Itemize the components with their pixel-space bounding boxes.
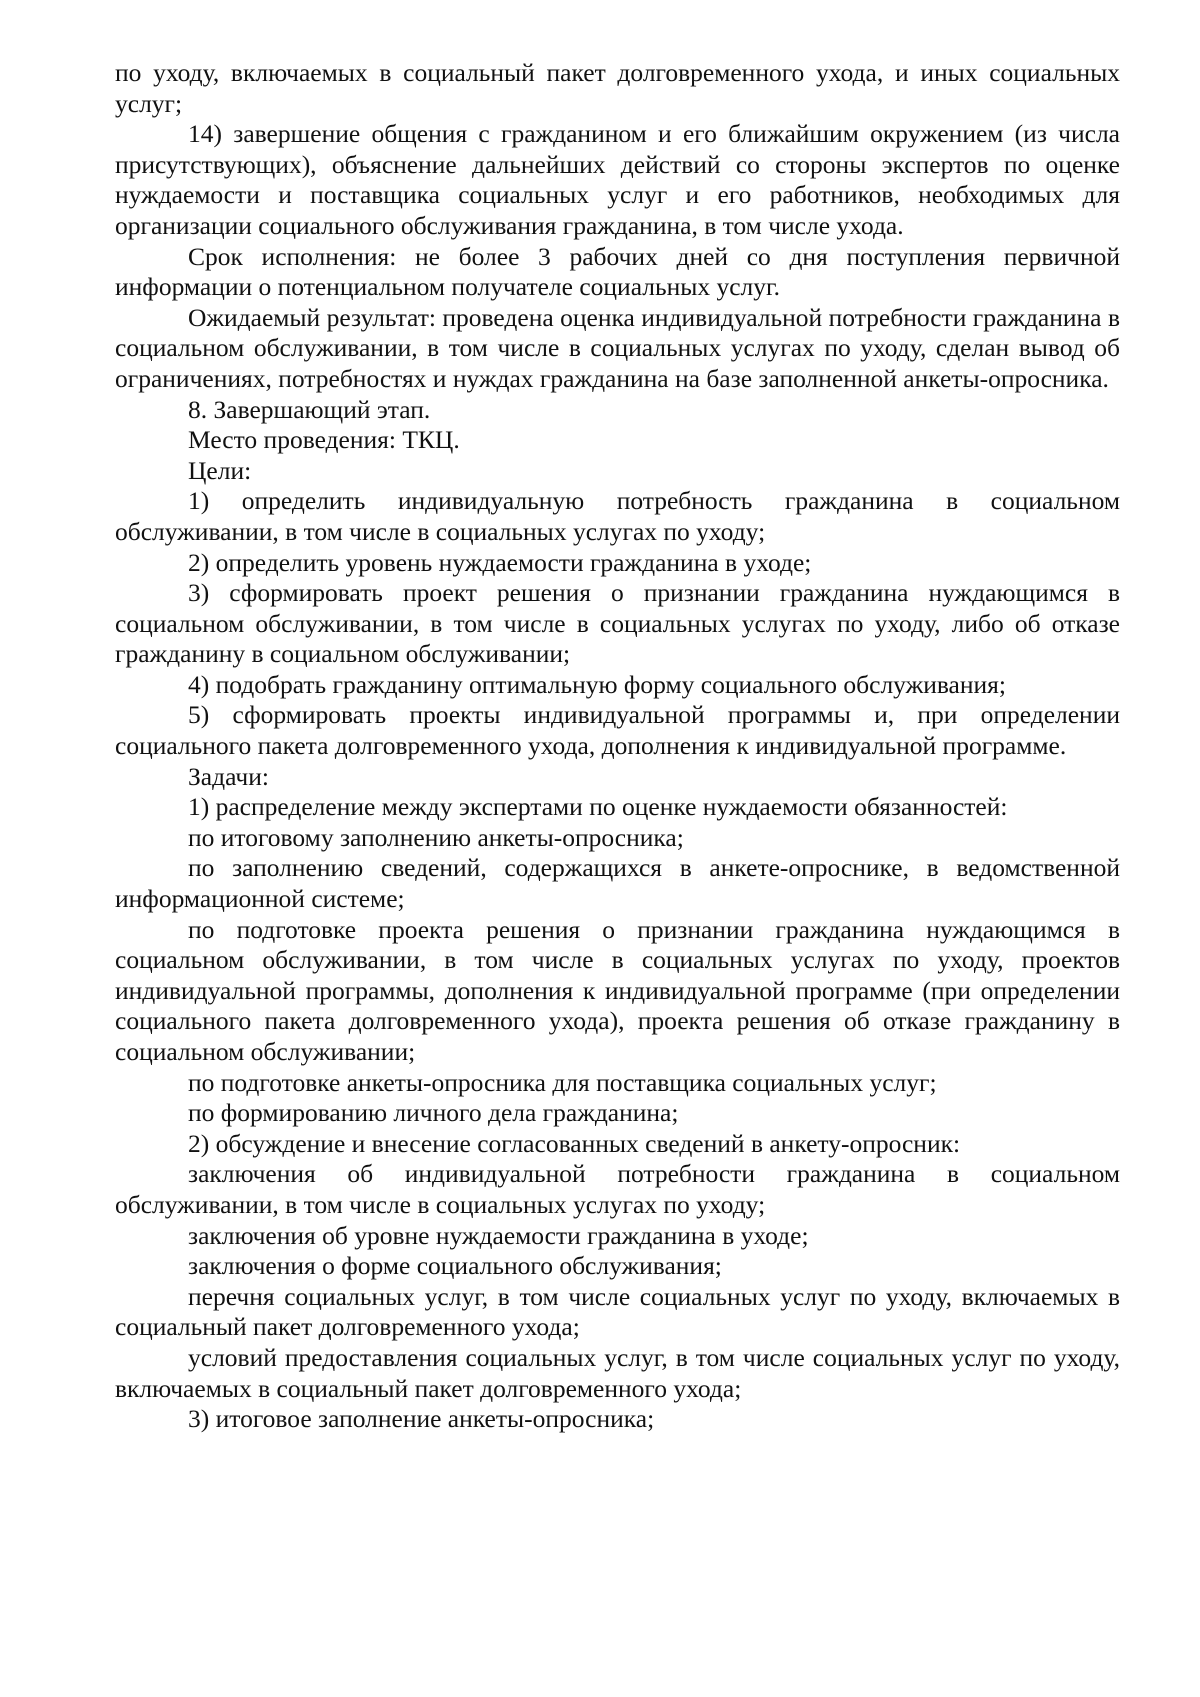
paragraph-task-2-b: заключения об уровне нуждаемости гражданина в уходе; (188, 1220, 809, 1250)
paragraph-task-2-a: заключения об индивидуальной потребности гражданина в социальном обслуживании, в том числе в социальных услугах по уходу; (115, 1159, 1120, 1219)
paragraph-deadline: Срок исполнения: не более 3 рабочих дней со дня поступления первичной информации о потенциальном получателе социальных услуг. (115, 241, 1120, 302)
paragraph-task-1-b: по заполнению сведений, содержащихся в анкете-опроснике, в ведомственной информационной системе; (115, 853, 1120, 914)
paragraph-task-1: 1) распределение между экспертами по оценке нуждаемости обязанностей: (188, 792, 1008, 822)
paragraph-task-2-e: условий предоставления социальных услуг, в том числе социальных услуг по уходу, включаемых в социальный пакет долговременного ухода; (115, 1342, 1120, 1403)
paragraph-goal-5: 5) сформировать проекты индивидуальной программы и, при определении социального пакета долговременного ухода, дополнения к индивидуальной программе. (115, 700, 1120, 761)
paragraph-tasks-heading: Задачи: (188, 761, 269, 791)
paragraph-goal-1: 1) определить индивидуальную потребность гражданина в социальном обслуживании, в том числе в социальных услугах по уходу; (115, 486, 1120, 546)
paragraph-task-2: 2) обсуждение и внесение согласованных сведений в анкету-опросник: (188, 1128, 961, 1158)
paragraph-task-2-c: заключения о форме социального обслуживания; (188, 1251, 722, 1281)
paragraph-item-14: 14) завершение общения с гражданином и его ближайшим окружением (из числа присутствующих), объяснение дальнейших действий со стороны экспертов по оценке нуждаемости и поставщика социальных услуг и его работников, необходимых для организации социального обслуживания гражданина, в том числе ухода. (115, 119, 1120, 240)
paragraph-task-3: 3) итоговое заполнение анкеты-опросника; (188, 1404, 655, 1434)
paragraph-continuation: по уходу, включаемых в социальный пакет долговременного ухода, и иных социальных услуг; (115, 58, 1120, 118)
paragraph-task-2-d: перечня социальных услуг, в том числе социальных услуг по уходу, включаемых в социальный пакет долговременного ухода; (115, 1281, 1120, 1342)
paragraph-task-1-c: по подготовке проекта решения о признании гражданина нуждающимся в социальном обслуживании, в том числе в социальных услугах по уходу, проектов индивидуальной программы, дополнения к индивидуальной программе (при определении социального пакета долговременного ухода), проекта решения об отказе гражданину в социальном обслуживании; (115, 914, 1120, 1066)
paragraph-venue: Место проведения: ТКЦ. (188, 425, 460, 455)
section-heading-final-stage: 8. Завершающий этап. (188, 394, 431, 424)
paragraph-task-1-e: по формированию личного дела гражданина; (188, 1098, 679, 1128)
paragraph-goal-4: 4) подобрать гражданину оптимальную форму социального обслуживания; (188, 669, 1006, 699)
paragraph-task-1-d: по подготовке анкеты-опросника для поставщика социальных услуг; (188, 1067, 937, 1097)
paragraph-goal-2: 2) определить уровень нуждаемости гражданина в уходе; (188, 547, 812, 577)
paragraph-task-1-a: по итоговому заполнению анкеты-опросника; (188, 822, 684, 852)
paragraph-goal-3: 3) сформировать проект решения о признании гражданина нуждающимся в социальном обслуживании, в том числе в социальных услугах по уходу, либо об отказе гражданину в социальном обслуживании; (115, 578, 1120, 669)
paragraph-expected-result: Ожидаемый результат: проведена оценка индивидуальной потребности гражданина в социальном обслуживании, в том числе в социальных услугах по уходу, сделан вывод об ограничениях, потребностях и нуждах гражданина на базе заполненной анкеты-опросника. (115, 302, 1120, 393)
paragraph-goals-heading: Цели: (188, 455, 252, 485)
